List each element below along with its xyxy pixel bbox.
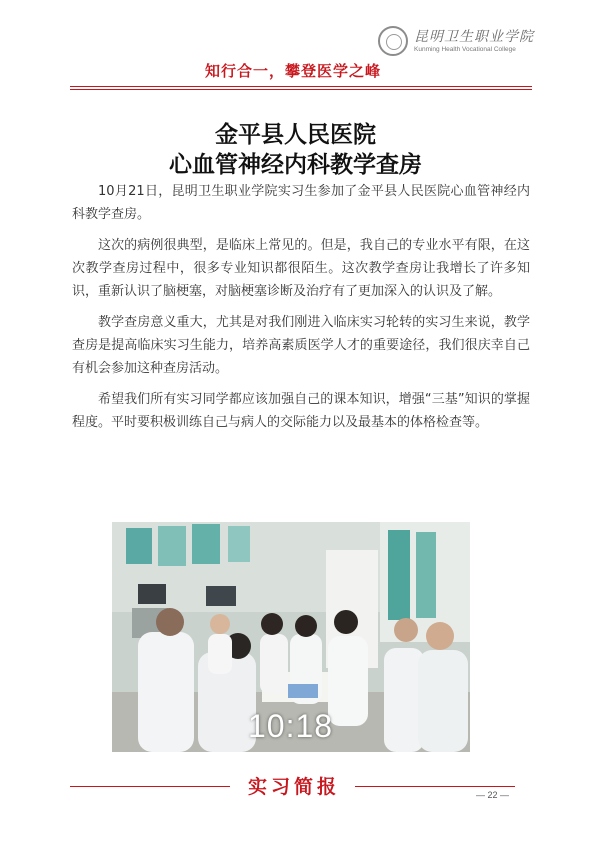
footer-section-title: 实习简报 [247,776,340,798]
college-seal-icon [378,26,408,56]
photo-timestamp: 10:18 [248,708,334,744]
article-body [72,180,530,442]
article-paragraph: 教学查房意义重大，尤其是对我们刚进入临床实习轮转的实习生来说，教学查房是提高临床实习生能力，培养高素质医学人才的重要途径，我们很庆幸自己有机会参加这种查房活动。 [72,315,530,376]
header-divider [70,86,532,87]
ward-round-photo [112,522,470,752]
footer-divider-left [70,786,230,787]
article-paragraph: 10月21日，昆明卫生职业学院实习生参加了金平县人民医院心血管神经内科教学查房。 [72,184,530,222]
logo-english-name: Kunming Health Vocational College [414,46,516,53]
header-motto: 知行合一，攀登医学之峰 [205,62,382,80]
article-paragraph: 这次的病例很典型，是临床上常见的。但是，我自己的专业水平有限，在这次教学查房过程中，很多专业知识都很陌生。这次教学查房让我增长了许多知识，重新认识了脑梗塞，对脑梗塞诊断及治疗有了更加深入的认识及了解。 [72,238,530,299]
logo-chinese-name: 昆明卫生职业学院 [414,29,534,45]
page-number: — 22 — [476,790,510,800]
footer-divider-right [355,786,515,787]
header-divider [70,89,532,90]
article-paragraph: 希望我们所有实习同学都应该加强自己的课本知识，增强“三基”知识的掌握程度。平时要积极训练自己与病人的交际能力以及最基本的体格检查等。 [72,392,530,430]
article-title-line1: 金平县人民医院 [215,121,376,148]
article-title-line2: 心血管神经内科教学查房 [169,151,422,178]
college-logo [378,24,538,60]
